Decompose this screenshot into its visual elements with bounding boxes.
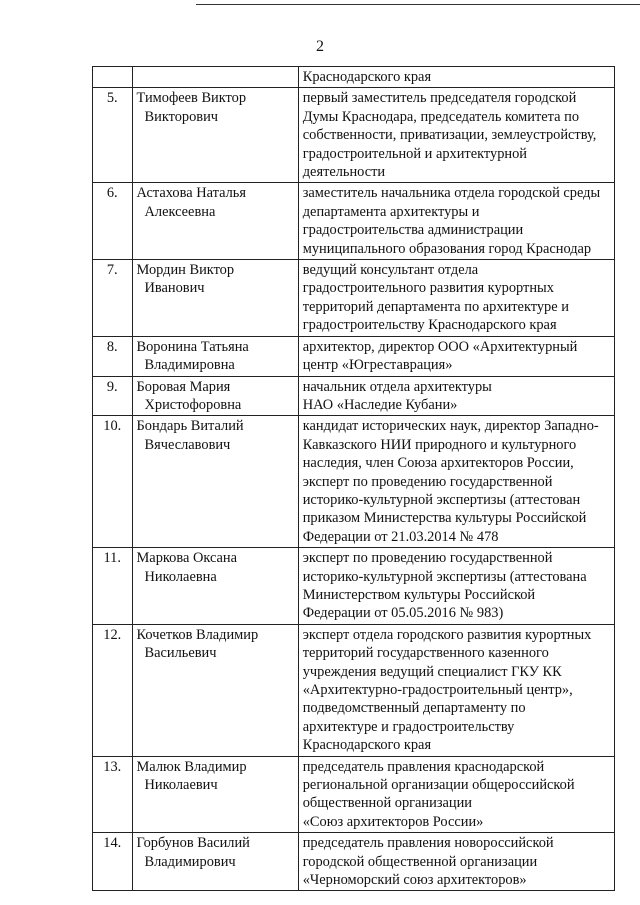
row-number: 14. <box>93 833 133 891</box>
page-number: 2 <box>316 38 324 55</box>
top-rule <box>196 4 640 5</box>
member-position-line: председатель правления краснодарской <box>302 758 545 775</box>
member-position-line: первый заместитель председателя городской <box>302 90 577 107</box>
member-name-cell <box>132 416 298 548</box>
member-position-cell <box>298 183 614 260</box>
member-position-line: приказом Министерства культуры Российской <box>302 510 587 527</box>
table-row <box>93 624 615 756</box>
member-name-line: Васильевич <box>144 645 217 662</box>
member-name-line: Горбунов Василий <box>136 835 250 852</box>
member-name-line: Тимофеев Виктор <box>136 90 247 107</box>
member-position-line: территорий государственного казенного <box>302 645 549 662</box>
member-name-line: Малюк Владимир <box>136 758 247 775</box>
member-name-cell <box>132 833 298 891</box>
member-name-cell <box>132 260 298 337</box>
member-position-line: градостроительству Краснодарского края <box>302 317 557 334</box>
member-name-line: Боровая Мария <box>136 378 231 395</box>
member-name-cell <box>132 67 298 88</box>
table-row <box>93 548 615 625</box>
table-row <box>93 756 615 833</box>
member-name-cell <box>132 376 298 416</box>
table-row <box>93 183 615 260</box>
members-table-body <box>93 67 615 891</box>
member-position-line: «Союз архитекторов России» <box>302 813 484 830</box>
table-row <box>93 336 615 376</box>
member-position-cell <box>298 416 614 548</box>
member-position-cell <box>298 833 614 891</box>
members-table <box>92 66 615 891</box>
member-name-line: Вячеславович <box>144 436 231 453</box>
member-name-line: Бондарь Виталий <box>136 418 244 435</box>
member-position-line: ведущий консультант отдела <box>302 262 479 279</box>
table-row <box>93 260 615 337</box>
member-position-cell <box>298 548 614 625</box>
member-position-line: учреждения ведущий специалист ГКУ КК <box>302 663 562 680</box>
member-name-line: Христофоровна <box>144 396 242 413</box>
member-name-line: Владимировна <box>144 357 235 374</box>
member-position-line: архитектор, директор ООО «Архитектурный <box>302 338 578 355</box>
member-position-line: председатель правления новороссийской <box>302 835 554 852</box>
member-position-line: наследия, член Союза архитекторов России, <box>302 455 574 472</box>
member-position-line: градостроительной и архитектурной <box>302 145 527 162</box>
member-name-cell <box>132 336 298 376</box>
member-name-line: Маркова Оксана <box>136 550 238 567</box>
member-name-line: Иванович <box>144 280 205 297</box>
member-position-line: городской общественной организации <box>302 853 538 870</box>
member-position-line: градостроительства администрации <box>302 222 524 239</box>
row-number: 7. <box>93 260 133 337</box>
member-name-cell <box>132 183 298 260</box>
table-row <box>93 88 615 183</box>
member-position-line: деятельности <box>302 164 386 181</box>
member-name-cell <box>132 756 298 833</box>
member-position-line: эксперт отдела городского развития курортных <box>302 626 592 643</box>
member-position-line: Думы Краснодара, председатель комитета по <box>302 108 580 125</box>
member-position-line: Министерством культуры Российской <box>302 586 536 603</box>
row-number: 9. <box>93 376 133 416</box>
member-position-line: муниципального образования город Краснодар <box>302 240 592 257</box>
table-row <box>93 376 615 416</box>
table-row <box>93 833 615 891</box>
row-number: 13. <box>93 756 133 833</box>
member-name-line: Кочетков Владимир <box>136 626 259 643</box>
member-position-line: эксперт по проведению государственной <box>302 473 553 490</box>
member-position-line: градостроительного развития курортных <box>302 280 554 297</box>
member-position-line: архитектуре и градостроительству <box>302 718 515 735</box>
member-position-line: департамента архитектуры и <box>302 203 480 220</box>
member-position-cell <box>298 260 614 337</box>
member-position-line: собственности, приватизации, землеустройству, <box>302 127 597 144</box>
member-position-line: историко-культурной экспертизы (аттестован <box>302 491 581 508</box>
member-position-line: начальник отдела архитектуры <box>302 378 492 395</box>
member-position-line: Кавказского НИИ природного и культурного <box>302 436 577 453</box>
member-position-cell <box>298 67 614 88</box>
member-name-line: Викторович <box>144 108 219 125</box>
member-position-cell <box>298 88 614 183</box>
member-position-line: НАО «Наследие Кубани» <box>302 396 458 413</box>
member-name-line: Воронина Татьяна <box>136 338 249 355</box>
member-name-line: Николаевна <box>144 568 217 585</box>
row-number: 12. <box>93 624 133 756</box>
member-position-line: территорий департамента по архитектуре и <box>302 298 569 315</box>
member-name-cell <box>132 548 298 625</box>
member-name-line: Николаевич <box>144 777 218 794</box>
member-position-cell <box>298 336 614 376</box>
member-name-cell <box>132 624 298 756</box>
member-position-line: подведомственный департаменту по <box>302 700 526 717</box>
member-position-line: Федерации от 21.03.2014 № 478 <box>302 528 499 545</box>
member-position-line: «Архитектурно-градостроительный центр», <box>302 682 573 698</box>
member-position-line: Краснодарского края <box>302 69 432 85</box>
member-position-line: общественной организации <box>302 795 473 812</box>
member-position-cell <box>298 756 614 833</box>
member-name-line: Алексеевна <box>144 203 216 220</box>
row-number <box>93 67 133 88</box>
member-name-cell <box>132 88 298 183</box>
row-number: 10. <box>93 416 133 548</box>
member-position-line: историко-культурной экспертизы (аттестована <box>302 568 587 585</box>
member-name-line: Мордин Виктор <box>136 262 235 279</box>
member-position-line: региональной организации общероссийской <box>302 777 575 794</box>
member-position-line: центр «Югреставрация» <box>302 357 453 374</box>
member-name-line: Астахова Наталья <box>136 185 246 202</box>
member-name-line: Владимирович <box>144 853 236 870</box>
member-position-line: «Черноморский союз архитекторов» <box>302 872 527 889</box>
row-number: 8. <box>93 336 133 376</box>
row-number: 5. <box>93 88 133 183</box>
table-row <box>93 416 615 548</box>
member-position-line: Федерации от 05.05.2016 № 983) <box>302 605 504 622</box>
row-number: 6. <box>93 183 133 260</box>
member-position-line: заместитель начальника отдела городской среды <box>302 185 601 202</box>
table-row <box>93 67 615 88</box>
member-position-line: Краснодарского края <box>302 737 432 754</box>
row-number: 11. <box>93 548 133 625</box>
member-position-cell <box>298 376 614 416</box>
member-position-line: кандидат исторических наук, директор Западно- <box>302 418 599 435</box>
member-position-cell <box>298 624 614 756</box>
member-position-line: эксперт по проведению государственной <box>302 550 553 567</box>
